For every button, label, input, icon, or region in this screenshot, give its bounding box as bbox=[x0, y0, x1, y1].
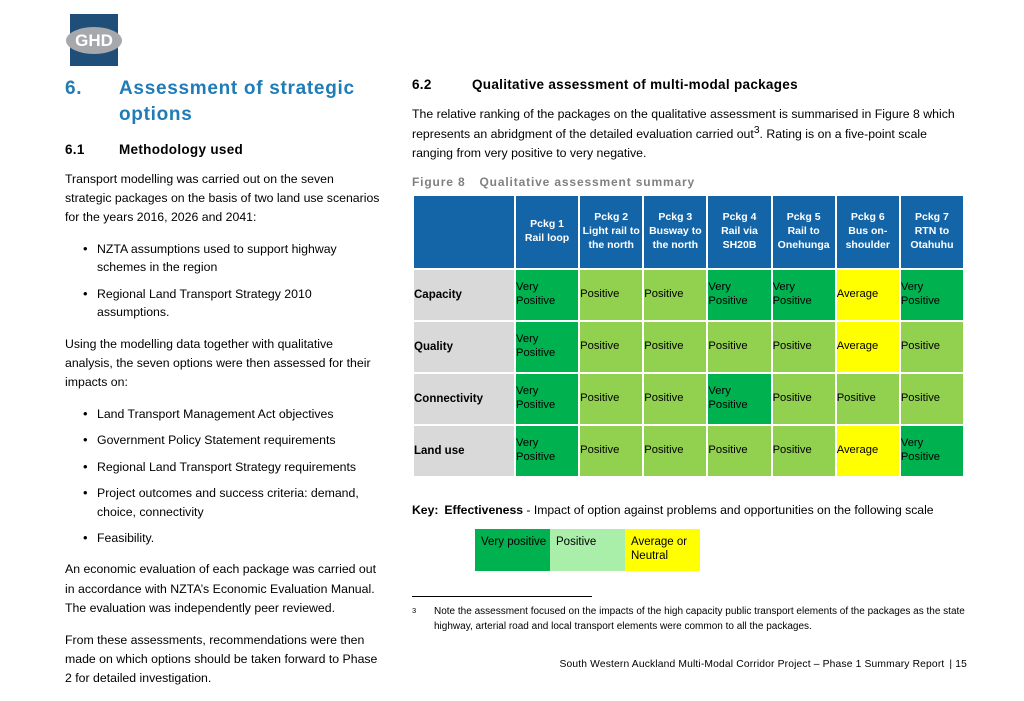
paragraph-qualitative-analysis: Using the modelling data together with qualitative analysis, the seven options were then assessed for their impacts on: bbox=[65, 336, 371, 389]
row-label-capacity: Capacity bbox=[414, 270, 514, 320]
cell-quality-pckg-5: Positive bbox=[773, 322, 835, 372]
qualitative-assessment-table bbox=[412, 194, 965, 478]
subsection-title: Methodology used bbox=[119, 142, 244, 158]
package-desc: Busway to the north bbox=[649, 225, 702, 251]
column-header-pckg-5 bbox=[773, 196, 835, 268]
subsection-number: 6.1 bbox=[65, 142, 85, 158]
column-header-pckg-1 bbox=[516, 196, 578, 268]
legend-swatch-positive: Positive bbox=[550, 529, 625, 571]
package-name: Pckg 1 bbox=[530, 218, 564, 231]
cell-land-use-pckg-7: Very Positive bbox=[901, 426, 963, 476]
key-label: Key: bbox=[412, 502, 439, 517]
cell-capacity-pckg-5: Very Positive bbox=[773, 270, 835, 320]
footnote bbox=[412, 605, 967, 634]
bullet-list-assumptions bbox=[65, 240, 383, 322]
footnote-divider bbox=[412, 596, 592, 597]
footnote-block bbox=[412, 596, 967, 634]
figure-label: Figure 8 bbox=[412, 174, 466, 189]
key-description-line bbox=[412, 502, 967, 519]
figure-title: Qualitative assessment summary bbox=[479, 174, 696, 189]
table-header-row bbox=[414, 196, 963, 268]
row-label-quality: Quality bbox=[414, 322, 514, 372]
column-header-pckg-2 bbox=[580, 196, 642, 268]
effectiveness-label: Effectiveness bbox=[444, 502, 524, 517]
table-corner-cell bbox=[414, 196, 514, 268]
column-header-pckg-7 bbox=[901, 196, 963, 268]
ghd-logo bbox=[66, 14, 122, 66]
bullet-list-impacts bbox=[65, 405, 383, 548]
package-name: Pckg 5 bbox=[786, 211, 821, 224]
footer-separator: | bbox=[949, 659, 953, 670]
cell-capacity-pckg-1: Very Positive bbox=[516, 270, 578, 320]
column-header-pckg-6 bbox=[837, 196, 899, 268]
column-header-pckg-4 bbox=[708, 196, 770, 268]
cell-connectivity-pckg-7: Positive bbox=[901, 374, 963, 424]
page-number: 15 bbox=[955, 659, 967, 670]
row-label-connectivity: Connectivity bbox=[414, 374, 514, 424]
cell-land-use-pckg-1: Very Positive bbox=[516, 426, 578, 476]
cell-land-use-pckg-2: Positive bbox=[580, 426, 642, 476]
cell-quality-pckg-7: Positive bbox=[901, 322, 963, 372]
package-desc: RTN to Otahuhu bbox=[910, 225, 954, 251]
figure-caption bbox=[412, 175, 967, 189]
subsection-title: Qualitative assessment of multi-modal packages bbox=[472, 77, 798, 92]
logo-text: GHD bbox=[75, 31, 113, 50]
package-name: Pckg 3 bbox=[658, 211, 693, 224]
cell-connectivity-pckg-6: Positive bbox=[837, 374, 899, 424]
footnote-reference: 3 bbox=[753, 124, 760, 136]
intro-tail-text: . Rating is on a five-point scale ranging from very positive to very negative. bbox=[412, 127, 927, 160]
table-row bbox=[414, 270, 963, 320]
cell-quality-pckg-2: Positive bbox=[580, 322, 642, 372]
paragraph-intro bbox=[412, 105, 967, 162]
cell-capacity-pckg-2: Positive bbox=[580, 270, 642, 320]
legend-swatch-very-positive: Very positive bbox=[475, 529, 550, 571]
table-row bbox=[414, 374, 963, 424]
list-item: • NZTA assumptions used to support highway schemes in the region bbox=[83, 240, 383, 277]
package-name: Pckg 4 bbox=[722, 211, 757, 224]
row-label-land-use: Land use bbox=[414, 426, 514, 476]
footnote-marker: 3 bbox=[412, 606, 417, 615]
right-column bbox=[412, 76, 967, 571]
cell-land-use-pckg-5: Positive bbox=[773, 426, 835, 476]
cell-connectivity-pckg-3: Positive bbox=[644, 374, 706, 424]
logo-ellipse-shape bbox=[66, 27, 122, 54]
package-name: Pckg 6 bbox=[850, 211, 885, 224]
cell-quality-pckg-1: Very Positive bbox=[516, 322, 578, 372]
package-desc: Bus on-shoulder bbox=[845, 225, 890, 251]
subsection-heading-6-2 bbox=[412, 76, 967, 94]
paragraph-modelling: Transport modelling was carried out on the seven strategic packages on the basis of two land use scenarios for the years 2016, 2026 and 2041: bbox=[65, 171, 380, 224]
cell-connectivity-pckg-2: Positive bbox=[580, 374, 642, 424]
list-item: • Land Transport Management Act objectives bbox=[83, 405, 383, 423]
footer-title: South Western Auckland Multi-Modal Corridor Project – Phase 1 Summary Report bbox=[559, 659, 945, 670]
cell-quality-pckg-6: Average bbox=[837, 322, 899, 372]
subsection-number: 6.2 bbox=[412, 77, 432, 92]
table-row bbox=[414, 322, 963, 372]
cell-land-use-pckg-6: Average bbox=[837, 426, 899, 476]
section-heading bbox=[65, 76, 383, 127]
left-column bbox=[65, 76, 383, 701]
subsection-heading-6-1 bbox=[65, 141, 383, 159]
legend-swatch-average-neutral: Average or Neutral bbox=[625, 529, 700, 571]
cell-capacity-pckg-3: Positive bbox=[644, 270, 706, 320]
cell-capacity-pckg-6: Average bbox=[837, 270, 899, 320]
cell-capacity-pckg-7: Very Positive bbox=[901, 270, 963, 320]
cell-connectivity-pckg-1: Very Positive bbox=[516, 374, 578, 424]
section-number: 6. bbox=[65, 78, 83, 99]
package-desc: Rail loop bbox=[524, 231, 570, 244]
cell-land-use-pckg-4: Positive bbox=[708, 426, 770, 476]
cell-connectivity-pckg-4: Very Positive bbox=[708, 374, 770, 424]
cell-quality-pckg-4: Positive bbox=[708, 322, 770, 372]
intro-text: The relative ranking of the packages on the qualitative assessment is summarised in Figure 8 which represents an abridgment of the detailed evaluation carried out bbox=[412, 106, 955, 142]
list-item: • Project outcomes and success criteria: demand, choice, connectivity bbox=[83, 484, 383, 521]
key-legend bbox=[475, 529, 967, 571]
cell-quality-pckg-3: Positive bbox=[644, 322, 706, 372]
paragraph-recommendations: From these assessments, recommendations were then made on which options should be taken forward to Phase 2 for detailed investigation. bbox=[65, 632, 378, 685]
list-item: • Regional Land Transport Strategy 2010 assumptions. bbox=[83, 285, 383, 322]
list-item: • Feasibility. bbox=[83, 529, 383, 547]
page-footer bbox=[0, 659, 967, 670]
package-desc: Rail to Onehunga bbox=[777, 225, 830, 251]
list-item: • Regional Land Transport Strategy requirements bbox=[83, 458, 383, 476]
paragraph-economic-evaluation: An economic evaluation of each package was carried out in accordance with NZTA’s Economic Evaluation Manual. The evaluation was independently peer reviewed. bbox=[65, 562, 377, 615]
package-name: Pckg 7 bbox=[914, 211, 949, 224]
table-row bbox=[414, 426, 963, 476]
package-name: Pckg 2 bbox=[594, 211, 629, 224]
column-header-pckg-3 bbox=[644, 196, 706, 268]
cell-capacity-pckg-4: Very Positive bbox=[708, 270, 770, 320]
package-desc: Rail via SH20B bbox=[721, 225, 758, 251]
package-desc: Light rail to the north bbox=[582, 225, 640, 251]
cell-land-use-pckg-3: Positive bbox=[644, 426, 706, 476]
footnote-text: Note the assessment focused on the impacts of the high capacity public transport elements of the packages as the state highway, arterial road and local transport elements were common to all the packages. bbox=[434, 606, 965, 632]
cell-connectivity-pckg-5: Positive bbox=[773, 374, 835, 424]
list-item: • Government Policy Statement requirements bbox=[83, 431, 383, 449]
section-title: Assessment of strategic options bbox=[119, 78, 355, 125]
key-description: - Impact of option against problems and opportunities on the following scale bbox=[526, 502, 934, 517]
